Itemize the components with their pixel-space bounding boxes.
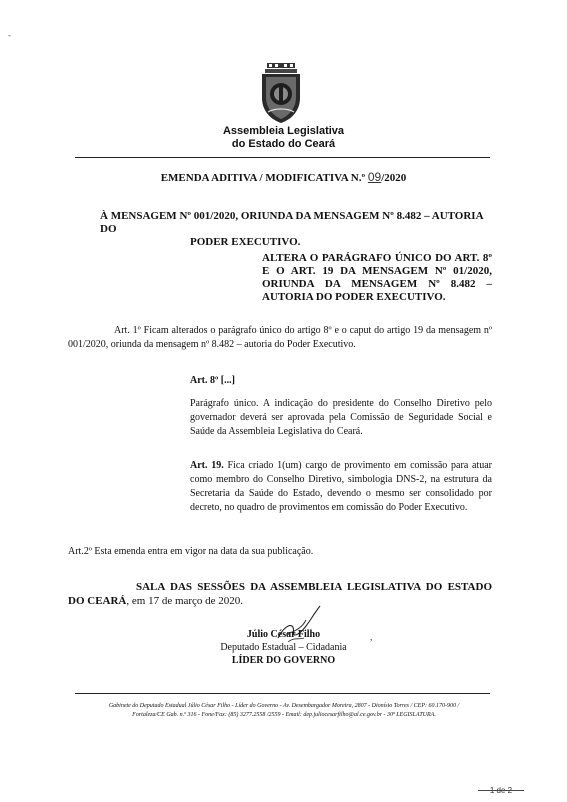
- article-8-heading: Art. 8º [...]: [190, 375, 235, 386]
- amendment-number: 09: [367, 170, 382, 184]
- signatory-title: LÍDER DO GOVERNO: [231, 655, 336, 666]
- org-name-line1: Assembleia Legislativa: [222, 125, 345, 137]
- amendment-title-suffix: /2020: [381, 172, 407, 184]
- margin-mark: -: [8, 30, 11, 40]
- header-divider: [75, 157, 490, 158]
- page-indicator-strike: [478, 790, 524, 791]
- ementa-summary: ALTERA O PARÁGRAFO ÚNICO DO ART. 8º E O ART. 19 DA MENSAGEM Nº 01/2020, ORIUNDA DA MENSAGEM Nº 8.482 – AUTORIA DO PODER EXECUTIVO.: [262, 252, 492, 303]
- message-reference: [100, 210, 490, 249]
- article-1: Art. 1º Ficam alterados o parágrafo único do artigo 8º e o caput do artigo 19 da mensagem nº 001/2020, oriunda da mensagem nº 8.482 – autoria do Poder Executivo.: [68, 325, 492, 350]
- page-indicator: 1 de 2: [489, 786, 513, 795]
- article-19: [190, 459, 492, 515]
- sole-paragraph: Parágrafo único. A indicação do presidente do Conselho Diretivo pelo governador deverá ser aprovada pela Comissão de Seguridade Social e Saúde da Assembleia Legislativa do Ceará.: [190, 398, 492, 437]
- footer-divider: [75, 693, 490, 694]
- article-19-text: Fica criado 1(um) cargo de provimento em comissão para atuar como membro do Conselho Diretivo, simbologia DNS-2, na estrutura da Secretaria da Saúde do Estado, devendo o mesmo ser consolidado por decreto, no quadro de provimentos em comissão do Poder Executivo.: [190, 460, 492, 513]
- amendment-title: [0, 170, 567, 184]
- org-name-line2: do Estado do Ceará: [231, 138, 336, 150]
- amendment-title-prefix: EMENDA ADITIVA / MODIFICATIVA N.º: [160, 172, 366, 184]
- footer-address-line1: Gabinete do Deputado Estadual Júlio César Filho - Líder do Governo - Av. Desembargador Moreira, 2807 - Dionísio Torres / CEP: 60.170-900 /: [108, 703, 460, 709]
- session-statement-date: , em 17 de março de 2020.: [126, 595, 244, 607]
- signatory-name: Júlio César Filho: [246, 629, 321, 640]
- article-19-label: Art. 19.: [190, 460, 224, 471]
- footer-address-line2: Fortaleza/CE Gab. n.º 316 - Fone/Fax: (85) 3277.2558 /2559 - Email: dep.juliocesarfilho@al.ce.gov.br - 30ª LEGISLATURA.: [132, 712, 436, 718]
- signatory-role: Deputado Estadual – Cidadania: [220, 642, 347, 653]
- stray-mark: ,: [370, 632, 373, 642]
- message-reference-line2: PODER EXECUTIVO.: [190, 236, 301, 248]
- message-reference-line1: À MENSAGEM Nº 001/2020, ORIUNDA DA MENSAGEM Nº 8.482 – AUTORIA DO: [100, 210, 483, 235]
- coat-of-arms-logo: [258, 62, 304, 124]
- article-2: Art.2º Esta emenda entra em vigor na data da sua publicação.: [68, 546, 314, 557]
- session-statement-bold: SALA DAS SESSÕES DA ASSEMBLEIA LEGISLATIVA DO ESTADO DO CEARÁ: [68, 581, 492, 607]
